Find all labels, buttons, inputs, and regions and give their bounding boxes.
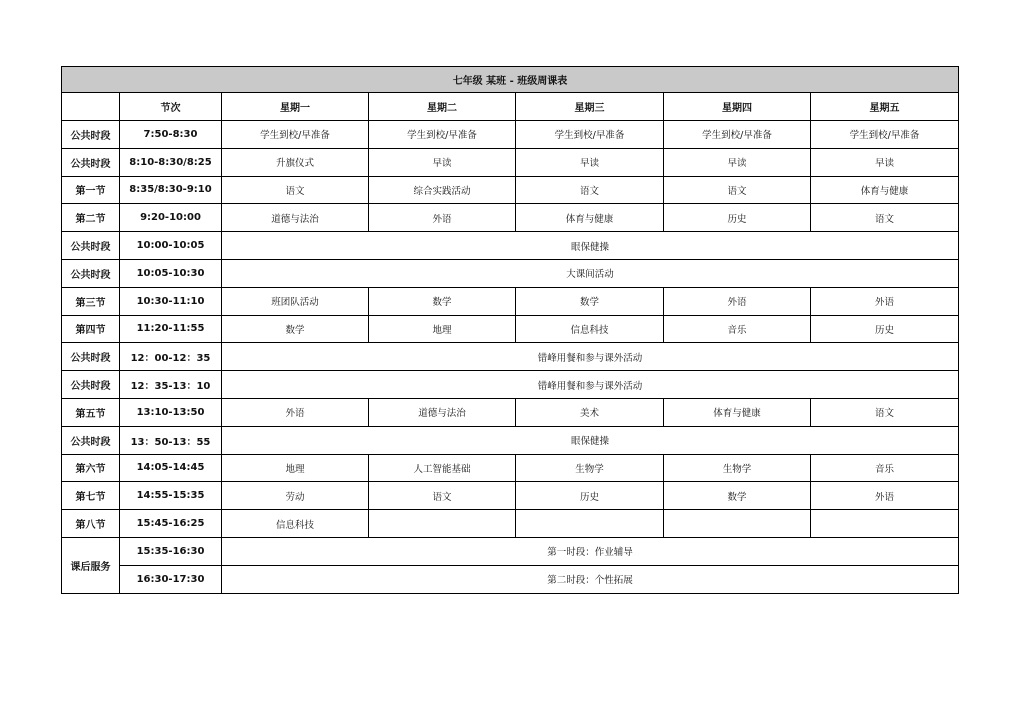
- subject-cell: 体育与健康: [811, 176, 959, 204]
- time-range: 10:00-10:05: [120, 232, 222, 260]
- time-range: 11:20-11:55: [120, 315, 222, 343]
- header-row: [62, 93, 959, 121]
- period-label: 公共时段: [62, 343, 120, 371]
- header-day-wed: 星期三: [516, 93, 664, 121]
- subject-cell: 地理: [222, 454, 369, 482]
- timetable: [61, 66, 959, 594]
- time-range: 13：50-13：55: [120, 426, 222, 454]
- subject-cell: 历史: [811, 315, 959, 343]
- table-row: [62, 148, 959, 176]
- after-school-label: 课后服务: [62, 537, 120, 593]
- time-range: 12：35-13：10: [120, 371, 222, 399]
- time-range: 15:45-16:25: [120, 510, 222, 538]
- period-label: 第七节: [62, 482, 120, 510]
- table-row: [62, 482, 959, 510]
- table-row: [62, 259, 959, 287]
- subject-cell: 升旗仪式: [222, 148, 369, 176]
- subject-cell: 道德与法治: [222, 204, 369, 232]
- period-label: 公共时段: [62, 426, 120, 454]
- subject-cell: 音乐: [664, 315, 811, 343]
- subject-cell: 学生到校/早准备: [664, 121, 811, 149]
- table-row: [62, 454, 959, 482]
- subject-cell: [369, 510, 516, 538]
- subject-cell: 语文: [222, 176, 369, 204]
- merged-activity-cell: 错峰用餐和参与课外活动: [222, 371, 959, 399]
- header-day-thu: 星期四: [664, 93, 811, 121]
- table-row: [62, 510, 959, 538]
- subject-cell: 生物学: [516, 454, 664, 482]
- period-label: 公共时段: [62, 121, 120, 149]
- subject-cell: 早读: [516, 148, 664, 176]
- subject-cell: 早读: [811, 148, 959, 176]
- time-range: 7:50-8:30: [120, 121, 222, 149]
- subject-cell: 数学: [516, 287, 664, 315]
- time-range: 15:35-16:30: [120, 537, 222, 565]
- table-row: [62, 287, 959, 315]
- time-range: 9:20-10:00: [120, 204, 222, 232]
- title-row: [62, 67, 959, 93]
- subject-cell: 体育与健康: [516, 204, 664, 232]
- time-range: 8:35/8:30-9:10: [120, 176, 222, 204]
- subject-cell: 数学: [222, 315, 369, 343]
- time-range: 13:10-13:50: [120, 398, 222, 426]
- time-range: 10:05-10:30: [120, 259, 222, 287]
- subject-cell: [664, 510, 811, 538]
- subject-cell: 外语: [369, 204, 516, 232]
- subject-cell: 语文: [369, 482, 516, 510]
- period-label: 第三节: [62, 287, 120, 315]
- time-range: 10:30-11:10: [120, 287, 222, 315]
- header-period: 节次: [120, 93, 222, 121]
- time-range: 12：00-12：35: [120, 343, 222, 371]
- subject-cell: 语文: [516, 176, 664, 204]
- merged-activity-cell: 眼保健操: [222, 426, 959, 454]
- subject-cell: 学生到校/早准备: [222, 121, 369, 149]
- subject-cell: 班团队活动: [222, 287, 369, 315]
- table-row: [62, 315, 959, 343]
- period-label: 公共时段: [62, 259, 120, 287]
- table-row: [62, 343, 959, 371]
- subject-cell: 外语: [811, 482, 959, 510]
- time-range: 14:55-15:35: [120, 482, 222, 510]
- period-label: 第八节: [62, 510, 120, 538]
- subject-cell: 语文: [811, 204, 959, 232]
- subject-cell: 外语: [222, 398, 369, 426]
- time-range: 8:10-8:30/8:25: [120, 148, 222, 176]
- subject-cell: 数学: [369, 287, 516, 315]
- subject-cell: 数学: [664, 482, 811, 510]
- period-label: 公共时段: [62, 148, 120, 176]
- table-row: [62, 121, 959, 149]
- subject-cell: 外语: [811, 287, 959, 315]
- period-label: 第五节: [62, 398, 120, 426]
- subject-cell: 语文: [811, 398, 959, 426]
- subject-cell: 学生到校/早准备: [369, 121, 516, 149]
- table-row: [62, 371, 959, 399]
- subject-cell: 道德与法治: [369, 398, 516, 426]
- subject-cell: [516, 510, 664, 538]
- subject-cell: 语文: [664, 176, 811, 204]
- subject-cell: 地理: [369, 315, 516, 343]
- timetable-sheet: [61, 66, 958, 594]
- subject-cell: 劳动: [222, 482, 369, 510]
- subject-cell: 美术: [516, 398, 664, 426]
- table-row: [62, 232, 959, 260]
- subject-cell: 外语: [664, 287, 811, 315]
- subject-cell: 早读: [664, 148, 811, 176]
- subject-cell: 体育与健康: [664, 398, 811, 426]
- period-label: 第四节: [62, 315, 120, 343]
- merged-activity-cell: 第一时段：作业辅导: [222, 537, 959, 565]
- time-range: 14:05-14:45: [120, 454, 222, 482]
- merged-activity-cell: 第二时段：个性拓展: [222, 565, 959, 593]
- header-day-fri: 星期五: [811, 93, 959, 121]
- subject-cell: 学生到校/早准备: [811, 121, 959, 149]
- merged-activity-cell: 大课间活动: [222, 259, 959, 287]
- header-day-mon: 星期一: [222, 93, 369, 121]
- after-school-row: [62, 537, 959, 565]
- table-row: [62, 204, 959, 232]
- period-label: 公共时段: [62, 232, 120, 260]
- header-day-tue: 星期二: [369, 93, 516, 121]
- table-row: [62, 176, 959, 204]
- subject-cell: 历史: [664, 204, 811, 232]
- subject-cell: 音乐: [811, 454, 959, 482]
- period-label: 第六节: [62, 454, 120, 482]
- period-label: 第二节: [62, 204, 120, 232]
- merged-activity-cell: 眼保健操: [222, 232, 959, 260]
- subject-cell: 早读: [369, 148, 516, 176]
- subject-cell: 生物学: [664, 454, 811, 482]
- subject-cell: 人工智能基础: [369, 454, 516, 482]
- header-blank: [62, 93, 120, 121]
- subject-cell: 历史: [516, 482, 664, 510]
- timetable-title: 七年级 某班 - 班级周课表: [62, 67, 959, 93]
- table-row: [62, 398, 959, 426]
- subject-cell: 综合实践活动: [369, 176, 516, 204]
- subject-cell: 信息科技: [222, 510, 369, 538]
- merged-activity-cell: 错峰用餐和参与课外活动: [222, 343, 959, 371]
- period-label: 公共时段: [62, 371, 120, 399]
- table-row: [62, 426, 959, 454]
- period-label: 第一节: [62, 176, 120, 204]
- subject-cell: [811, 510, 959, 538]
- subject-cell: 信息科技: [516, 315, 664, 343]
- time-range: 16:30-17:30: [120, 565, 222, 593]
- subject-cell: 学生到校/早准备: [516, 121, 664, 149]
- after-school-row: [62, 565, 959, 593]
